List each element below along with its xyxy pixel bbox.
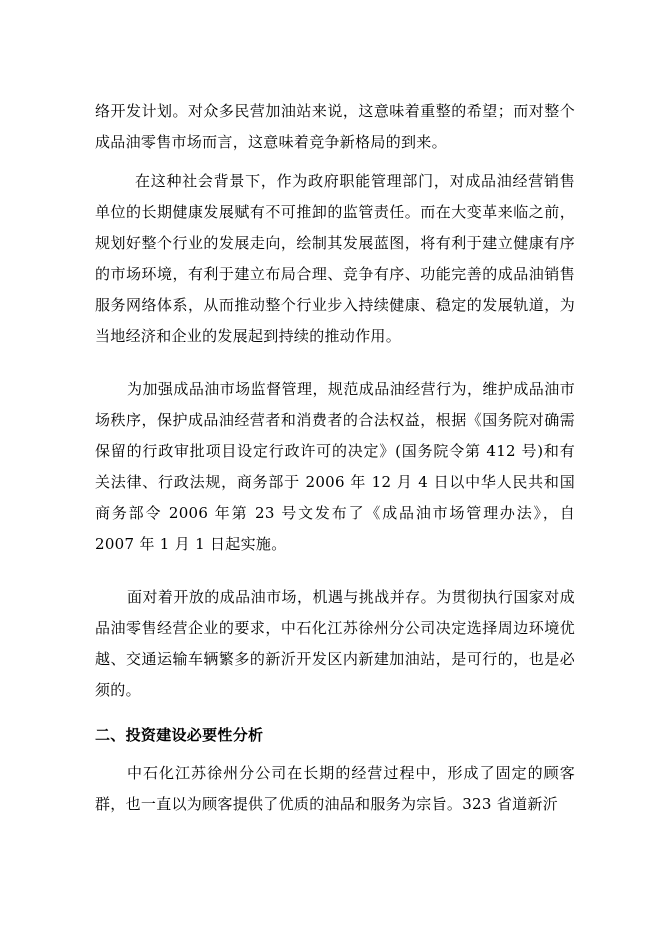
paragraph-regulation: 为加强成品油市场监督管理，规范成品油经营行为，维护成品油市场秩序，保护成品油经营者和消费者的合法权益，根据《国务院对确需保留的行政审批项目设定行政许可的决定》(国务院令第 412 号)和有关法律、行政法规，商务部于 2006 年 12 月 4 日以中华人民共和国商务部令 2006 年第 23 号文发布了《成品油市场管理办法》，自 2007 年 1 月 1 日起实施。	[95, 380, 575, 553]
paragraph-investment-necessity: 中石化江苏徐州分公司在长期的经营过程中，形成了固定的顾客群，也一直以为顾客提供了优质的油品和服务为宗旨。323 省道新沂	[95, 764, 575, 813]
paragraph-market-opportunity: 面对着开放的成品油市场，机遇与挑战并存。为贯彻执行国家对成品油零售经营企业的要求，中石化江苏徐州分公司决定选择周边环境优越、交通运输车辆繁多的新沂开发区内新建加油站，是可行的，也是必须的。	[95, 588, 575, 699]
paragraph-social-background: 在这种社会背景下，作为政府职能管理部门，对成品油经营销售单位的长期健康发展赋有不可推卸的监管责任。而在大变革来临之前，规划好整个行业的发展走向，绘制其发展蓝图，将有利于建立健康有序的市场环境，有利于建立布局合理、竞争有序、功能完善的成品油销售服务网络体系，从而推动整个行业步入持续健康、稳定的发展轨道，为当地经济和企业的发展起到持续的推动作用。	[95, 172, 575, 345]
section-heading: 二、投资建设必要性分析	[95, 726, 264, 744]
paragraph-continuation: 络开发计划。对众多民营加油站来说，这意味着重整的希望；而对整个成品油零售市场而言，这意味着竞争新格局的到来。	[95, 102, 575, 151]
